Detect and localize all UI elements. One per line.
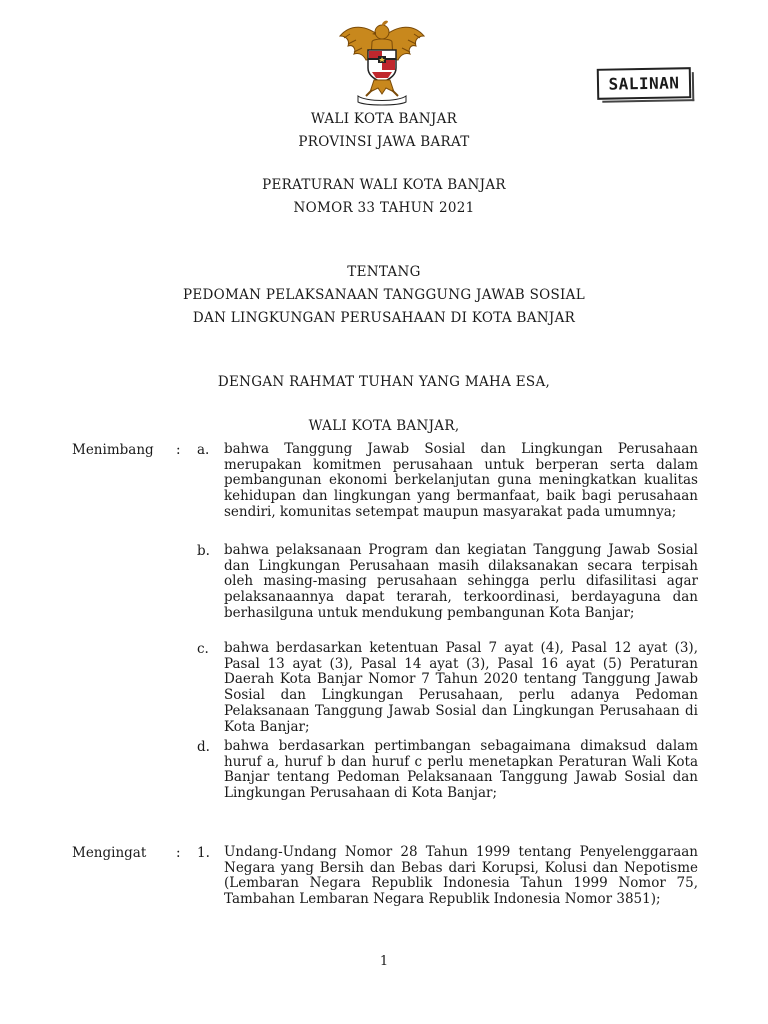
- province-title: PROVINSI JAWA BARAT: [298, 134, 470, 150]
- blessing-line: DENGAN RAHMAT TUHAN YANG MAHA ESA,: [217, 374, 551, 390]
- menimbang-colon: :: [176, 442, 181, 458]
- about-heading: TENTANG: [347, 264, 421, 280]
- menimbang-item-text: bahwa berdasarkan pertimbangan sebagaimana dimaksud dalam huruf a, huruf b dan huruf c perlu menetapkan Peraturan Wali Kota Banjar tentang Pedoman Pelaksanaan Tanggung Jawab Sosial dan Lingkungan Perusahaan di Kota Banjar;: [224, 738, 698, 802]
- regulation-number: NOMOR 33 TAHUN 2021: [293, 200, 475, 216]
- menimbang-item-marker: b.: [197, 543, 210, 559]
- regulation-title: PERATURAN WALI KOTA BANJAR: [262, 177, 506, 193]
- salinan-stamp: SALINAN: [597, 67, 692, 100]
- menimbang-item-text: bahwa berdasarkan ketentuan Pasal 7 ayat (4), Pasal 12 ayat (3), Pasal 13 ayat (3), Pasal 14 ayat (3), Pasal 16 ayat (5) Peraturan Daerah Kota Banjar Nomor 7 Tahun 2020 tentang Tanggung Jawab Sosial dan Lingkungan Perusahaan, perlu adanya Pedoman Pelaksanaan Tanggung Jawab Sosial dan Lingkungan Perusahaan di Kota Banjar;: [224, 640, 698, 735]
- menimbang-item-marker: d.: [197, 739, 210, 755]
- menimbang-item-marker: c.: [197, 641, 209, 657]
- mengingat-label: Mengingat: [72, 845, 147, 861]
- menimbang-item-text: bahwa pelaksanaan Program dan kegiatan Tanggung Jawab Sosial dan Lingkungan Perusahaan masih dilaksanakan secara terpisah oleh masing-masing perusahaan sehingga perlu difasilitasi agar pelaksanaannya dapat terarah, terkoordinasi, berdayaguna dan berhasilguna untuk mendukung pembangunan Kota Banjar;: [224, 542, 698, 621]
- garuda-emblem-icon: [336, 18, 428, 106]
- page-number: 1: [379, 954, 389, 969]
- subject-line-2: DAN LINGKUNGAN PERUSAHAAN DI KOTA BANJAR: [192, 310, 576, 326]
- menimbang-item-text: bahwa Tanggung Jawab Sosial dan Lingkungan Perusahaan merupakan komitmen perusahaan untuk berperan serta dalam pembangunan ekonomi berkelanjutan guna meningkatkan kualitas kehidupan dan lingkungan yang bermanfaat, baik bagi perusahaan sendiri, komunitas setempat maupun masyarakat pada umumnya;: [224, 441, 698, 520]
- official-line: WALI KOTA BANJAR,: [308, 418, 460, 434]
- mengingat-item-marker: 1.: [197, 845, 210, 861]
- menimbang-label: Menimbang: [72, 442, 154, 458]
- issuer-title: WALI KOTA BANJAR: [310, 111, 458, 127]
- subject-line-1: PEDOMAN PELAKSANAAN TANGGUNG JAWAB SOSIAL: [182, 287, 585, 303]
- menimbang-item-marker: a.: [197, 442, 210, 458]
- mengingat-colon: :: [176, 845, 181, 861]
- mengingat-item-text: Undang-Undang Nomor 28 Tahun 1999 tentang Penyelenggaraan Negara yang Bersih dan Bebas dari Korupsi, Kolusi dan Nepotisme (Lembaran Negara Republik Indonesia Tahun 1999 Nomor 75, Tambahan Lembaran Negara Republik Indonesia Nomor 3851);: [224, 844, 698, 908]
